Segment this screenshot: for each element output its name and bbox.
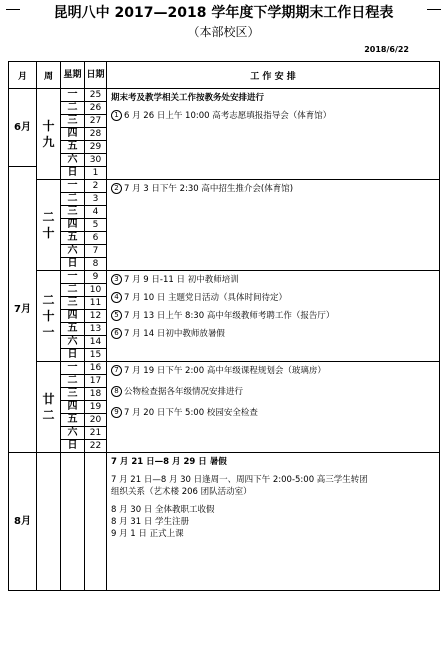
- weekday-cell: 六: [61, 154, 85, 167]
- header-week: 周: [37, 62, 61, 89]
- empty-cell: [61, 453, 85, 591]
- date-cell: 9: [85, 271, 107, 284]
- table-row: [9, 453, 440, 591]
- date-cell: 10: [85, 284, 107, 297]
- date-cell: 8: [85, 258, 107, 271]
- work-item: 6 7 月 14 日初中教师放暑假: [111, 328, 435, 340]
- weekday-cell: 二: [61, 193, 85, 206]
- item-number: 3: [111, 274, 122, 285]
- header-weekday: 星期: [61, 62, 85, 89]
- date-cell: 22: [85, 440, 107, 453]
- date-cell: 21: [85, 427, 107, 440]
- month-august: 8月: [9, 453, 37, 591]
- week-22: 廿二: [37, 362, 61, 453]
- date-cell: 25: [85, 89, 107, 102]
- date-cell: 28: [85, 128, 107, 141]
- header-day: 日期: [85, 62, 107, 89]
- item-number: 7: [111, 365, 122, 376]
- work-line: 组织关系（艺术楼 206 团队活动室）: [111, 487, 252, 497]
- work-item: 3 7 月 9 日-11 日 初中教师培训: [111, 274, 435, 286]
- page-subtitle: （本部校区）: [187, 25, 260, 39]
- work-item: 4 7 月 10 日 主题党日活动（具体时间待定）: [111, 292, 435, 304]
- month-june: 6月: [9, 89, 37, 167]
- week-21: 二十一: [37, 271, 61, 362]
- weekday-cell: 日: [61, 167, 85, 180]
- date-cell: 27: [85, 115, 107, 128]
- weekday-cell: 日: [61, 258, 85, 271]
- work-week-22: [107, 362, 440, 453]
- date-cell: 17: [85, 375, 107, 388]
- weekday-cell: 一: [61, 271, 85, 284]
- date-cell: 13: [85, 323, 107, 336]
- work-heading: 期末考及教学相关工作按教务处安排进行: [111, 93, 265, 103]
- date-cell: 1: [85, 167, 107, 180]
- work-line: 8 月 30 日 全体教职工收假: [111, 505, 215, 515]
- weekday-cell: 五: [61, 414, 85, 427]
- date-cell: 5: [85, 219, 107, 232]
- weekday-cell: 五: [61, 141, 85, 154]
- date-cell: 12: [85, 310, 107, 323]
- work-august: [107, 453, 440, 591]
- weekday-cell: 四: [61, 128, 85, 141]
- work-item: 7 7 月 19 日下午 2:00 高中年级课程规划会（玻璃房）: [111, 365, 435, 377]
- date-cell: 3: [85, 193, 107, 206]
- table-row: [9, 89, 440, 102]
- date-cell: 15: [85, 349, 107, 362]
- date-cell: 18: [85, 388, 107, 401]
- week-19: 十九: [37, 89, 61, 180]
- date-cell: 6: [85, 232, 107, 245]
- weekday-cell: 六: [61, 245, 85, 258]
- date-cell: 2: [85, 180, 107, 193]
- weekday-cell: 二: [61, 375, 85, 388]
- empty-cell: [85, 453, 107, 591]
- work-line: 8 月 31 日 学生注册: [111, 517, 190, 527]
- work-item: 2 7 月 3 日下午 2:30 高中招生推介会(体育馆): [111, 183, 435, 195]
- title-right-rule: [427, 9, 441, 10]
- date-cell: 26: [85, 102, 107, 115]
- date-cell: 16: [85, 362, 107, 375]
- weekday-cell: 四: [61, 401, 85, 414]
- date-cell: 20: [85, 414, 107, 427]
- weekday-cell: 日: [61, 440, 85, 453]
- header-month: 月: [9, 62, 37, 89]
- item-number: 9: [111, 407, 122, 418]
- item-number: 4: [111, 292, 122, 303]
- item-number: 8: [111, 386, 122, 397]
- work-item: 5 7 月 13 日上午 8:30 高中年级教师考聘工作（报告厅）: [111, 310, 435, 322]
- date-cell: 19: [85, 401, 107, 414]
- work-week-20: [107, 180, 440, 271]
- weekday-cell: 四: [61, 219, 85, 232]
- empty-cell: [37, 453, 61, 591]
- work-week-19: [107, 89, 440, 180]
- date-cell: 29: [85, 141, 107, 154]
- week-20: 二十: [37, 180, 61, 271]
- weekday-cell: 三: [61, 115, 85, 128]
- table-row: [9, 362, 440, 375]
- item-number: 5: [111, 310, 122, 321]
- item-number: 1: [111, 110, 122, 121]
- work-item: 1 6 月 26 日上午 10:00 高考志愿填报指导会（体育馆）: [111, 110, 435, 122]
- schedule-table: [8, 61, 440, 591]
- item-number: 6: [111, 328, 122, 339]
- weekday-cell: 日: [61, 349, 85, 362]
- document-date: 2018/6/22: [364, 45, 409, 54]
- header-row: [9, 62, 440, 89]
- item-number: 2: [111, 183, 122, 194]
- weekday-cell: 五: [61, 232, 85, 245]
- date-cell: 14: [85, 336, 107, 349]
- weekday-cell: 一: [61, 362, 85, 375]
- work-item: 8 公物检查据各年级情况安排进行: [111, 386, 435, 398]
- table-row: [9, 271, 440, 284]
- weekday-cell: 二: [61, 102, 85, 115]
- weekday-cell: 三: [61, 388, 85, 401]
- weekday-cell: 三: [61, 297, 85, 310]
- date-cell: 30: [85, 154, 107, 167]
- work-item: 9 7 月 20 日下午 5:00 校园安全检查: [111, 407, 435, 419]
- weekday-cell: 六: [61, 336, 85, 349]
- work-week-21: [107, 271, 440, 362]
- date-cell: 11: [85, 297, 107, 310]
- weekday-cell: 一: [61, 180, 85, 193]
- weekday-cell: 六: [61, 427, 85, 440]
- weekday-cell: 三: [61, 206, 85, 219]
- header-work: 工 作 安 排: [107, 62, 440, 89]
- work-heading: 7 月 21 日—8 月 29 日 暑假: [111, 457, 227, 467]
- work-line: 7 月 21 日—8 月 30 日逢周一、周四下午 2:00-5:00 高三学生转团: [111, 475, 368, 485]
- weekday-cell: 二: [61, 284, 85, 297]
- work-line: 9 月 1 日 正式上课: [111, 529, 184, 539]
- page-title: 昆明八中 2017—2018 学年度下学期期末工作日程表: [53, 5, 394, 21]
- table-row: [9, 180, 440, 193]
- date-cell: 7: [85, 245, 107, 258]
- weekday-cell: 五: [61, 323, 85, 336]
- date-cell: 4: [85, 206, 107, 219]
- weekday-cell: 一: [61, 89, 85, 102]
- month-july: 7月: [9, 167, 37, 453]
- weekday-cell: 四: [61, 310, 85, 323]
